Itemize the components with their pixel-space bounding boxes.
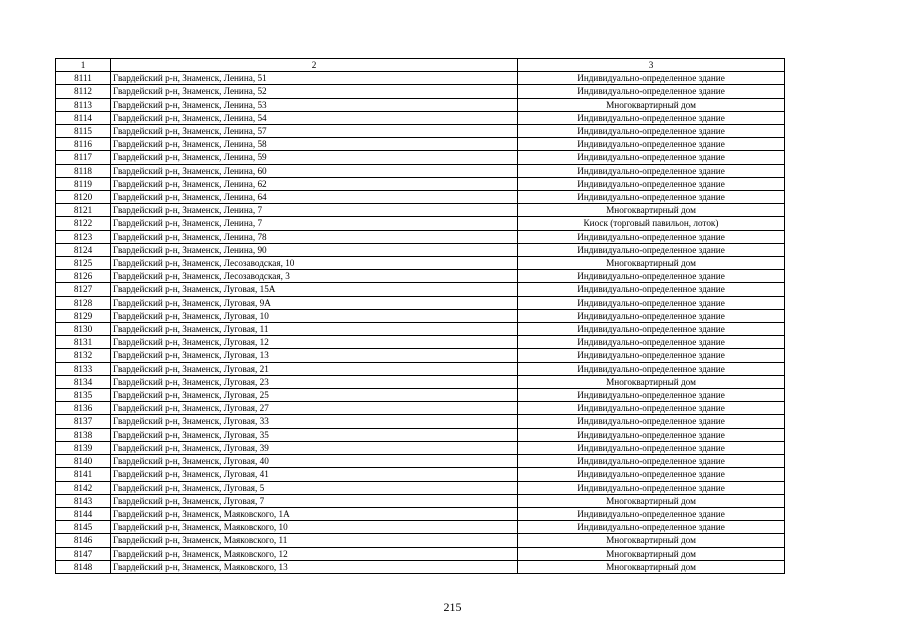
table-row [56, 362, 785, 375]
cell-number: 8128 [56, 296, 111, 309]
cell-number: 8141 [56, 468, 111, 481]
table-row [56, 494, 785, 507]
cell-object-type: Многоквартирный дом [518, 98, 785, 111]
cell-address: Гвардейский р-н, Знаменск, Ленина, 58 [111, 138, 518, 151]
table-row [56, 257, 785, 270]
cell-number: 8146 [56, 534, 111, 547]
cell-number: 8114 [56, 111, 111, 124]
cell-object-type: Индивидуально-определенное здание [518, 151, 785, 164]
cell-number: 8119 [56, 177, 111, 190]
cell-object-type: Индивидуально-определенное здание [518, 349, 785, 362]
cell-object-type: Индивидуально-определенное здание [518, 389, 785, 402]
cell-object-type: Индивидуально-определенное здание [518, 243, 785, 256]
cell-address: Гвардейский р-н, Знаменск, Луговая, 9А [111, 296, 518, 309]
cell-number: 8137 [56, 415, 111, 428]
table-row [56, 177, 785, 190]
page-number: 215 [443, 600, 462, 614]
cell-number: 8125 [56, 257, 111, 270]
table-row [56, 534, 785, 547]
cell-number: 8129 [56, 309, 111, 322]
table-row [56, 402, 785, 415]
cell-number: 8130 [56, 323, 111, 336]
cell-object-type: Многоквартирный дом [518, 560, 785, 573]
cell-number: 8140 [56, 455, 111, 468]
cell-object-type: Индивидуально-определенное здание [518, 441, 785, 454]
cell-address: Гвардейский р-н, Знаменск, Луговая, 35 [111, 428, 518, 441]
table-row [56, 283, 785, 296]
cell-address: Гвардейский р-н, Знаменск, Ленина, 7 [111, 204, 518, 217]
cell-number: 8112 [56, 85, 111, 98]
cell-number: 8138 [56, 428, 111, 441]
cell-address: Гвардейский р-н, Знаменск, Ленина, 53 [111, 98, 518, 111]
table-row [56, 349, 785, 362]
table-row [56, 323, 785, 336]
cell-object-type: Индивидуально-определенное здание [518, 125, 785, 138]
cell-object-type: Индивидуально-определенное здание [518, 85, 785, 98]
cell-object-type: Многоквартирный дом [518, 204, 785, 217]
cell-number: 8118 [56, 164, 111, 177]
cell-number: 8139 [56, 441, 111, 454]
cell-number: 8136 [56, 402, 111, 415]
table-header-row [56, 59, 785, 72]
cell-number: 8148 [56, 560, 111, 573]
cell-object-type: Индивидуально-определенное здание [518, 362, 785, 375]
cell-object-type: Индивидуально-определенное здание [518, 521, 785, 534]
table-row [56, 547, 785, 560]
cell-number: 8115 [56, 125, 111, 138]
cell-address: Гвардейский р-н, Знаменск, Луговая, 23 [111, 375, 518, 388]
cell-object-type: Индивидуально-определенное здание [518, 428, 785, 441]
header-cell-address: 2 [111, 59, 518, 72]
table-row [56, 560, 785, 573]
cell-address: Гвардейский р-н, Знаменск, Маяковского, 13 [111, 560, 518, 573]
cell-object-type: Индивидуально-определенное здание [518, 270, 785, 283]
cell-number: 8143 [56, 494, 111, 507]
header-cell-type: 3 [518, 59, 785, 72]
cell-number: 8117 [56, 151, 111, 164]
table-row [56, 428, 785, 441]
cell-number: 8144 [56, 507, 111, 520]
cell-address: Гвардейский р-н, Знаменск, Луговая, 11 [111, 323, 518, 336]
table-row [56, 72, 785, 85]
cell-object-type: Индивидуально-определенное здание [518, 230, 785, 243]
cell-address: Гвардейский р-н, Знаменск, Луговая, 41 [111, 468, 518, 481]
cell-number: 8122 [56, 217, 111, 230]
cell-number: 8147 [56, 547, 111, 560]
cell-number: 8127 [56, 283, 111, 296]
cell-address: Гвардейский р-н, Знаменск, Луговая, 33 [111, 415, 518, 428]
table-row [56, 468, 785, 481]
table-row [56, 164, 785, 177]
cell-number: 8123 [56, 230, 111, 243]
table-row [56, 309, 785, 322]
table-row [56, 441, 785, 454]
cell-address: Гвардейский р-н, Знаменск, Маяковского, 1А [111, 507, 518, 520]
cell-number: 8135 [56, 389, 111, 402]
cell-object-type: Многоквартирный дом [518, 375, 785, 388]
cell-number: 8113 [56, 98, 111, 111]
cell-address: Гвардейский р-н, Знаменск, Ленина, 52 [111, 85, 518, 98]
cell-object-type: Индивидуально-определенное здание [518, 177, 785, 190]
cell-object-type: Индивидуально-определенное здание [518, 111, 785, 124]
cell-object-type: Индивидуально-определенное здание [518, 72, 785, 85]
cell-object-type: Многоквартирный дом [518, 534, 785, 547]
table-row [56, 230, 785, 243]
table-row [56, 191, 785, 204]
cell-address: Гвардейский р-н, Знаменск, Ленина, 51 [111, 72, 518, 85]
cell-object-type: Индивидуально-определенное здание [518, 164, 785, 177]
cell-number: 8131 [56, 336, 111, 349]
registry-table [55, 58, 785, 574]
cell-address: Гвардейский р-н, Знаменск, Ленина, 59 [111, 151, 518, 164]
cell-address: Гвардейский р-н, Знаменск, Луговая, 10 [111, 309, 518, 322]
table-row [56, 85, 785, 98]
cell-address: Гвардейский р-н, Знаменск, Луговая, 13 [111, 349, 518, 362]
cell-number: 8111 [56, 72, 111, 85]
table-row [56, 270, 785, 283]
cell-object-type: Индивидуально-определенное здание [518, 402, 785, 415]
cell-object-type: Киоск (торговый павильон, лоток) [518, 217, 785, 230]
cell-address: Гвардейский р-н, Знаменск, Ленина, 62 [111, 177, 518, 190]
table-row [56, 98, 785, 111]
table-row [56, 204, 785, 217]
cell-object-type: Индивидуально-определенное здание [518, 138, 785, 151]
cell-address: Гвардейский р-н, Знаменск, Ленина, 60 [111, 164, 518, 177]
header-cell-number: 1 [56, 59, 111, 72]
cell-address: Гвардейский р-н, Знаменск, Луговая, 39 [111, 441, 518, 454]
cell-address: Гвардейский р-н, Знаменск, Луговая, 15А [111, 283, 518, 296]
cell-number: 8120 [56, 191, 111, 204]
table-row [56, 138, 785, 151]
cell-address: Гвардейский р-н, Знаменск, Луговая, 27 [111, 402, 518, 415]
cell-address: Гвардейский р-н, Знаменск, Маяковского, 10 [111, 521, 518, 534]
cell-number: 8116 [56, 138, 111, 151]
cell-number: 8142 [56, 481, 111, 494]
table-row [56, 389, 785, 402]
cell-object-type: Индивидуально-определенное здание [518, 296, 785, 309]
cell-address: Гвардейский р-н, Знаменск, Ленина, 64 [111, 191, 518, 204]
cell-object-type: Индивидуально-определенное здание [518, 455, 785, 468]
cell-object-type: Индивидуально-определенное здание [518, 191, 785, 204]
cell-object-type: Многоквартирный дом [518, 494, 785, 507]
table-row [56, 415, 785, 428]
cell-address: Гвардейский р-н, Знаменск, Ленина, 78 [111, 230, 518, 243]
cell-address: Гвардейский р-н, Знаменск, Лесозаводская, 10 [111, 257, 518, 270]
cell-object-type: Индивидуально-определенное здание [518, 415, 785, 428]
cell-address: Гвардейский р-н, Знаменск, Луговая, 5 [111, 481, 518, 494]
cell-address: Гвардейский р-н, Знаменск, Ленина, 57 [111, 125, 518, 138]
cell-object-type: Индивидуально-определенное здание [518, 283, 785, 296]
table-row [56, 507, 785, 520]
cell-address: Гвардейский р-н, Знаменск, Ленина, 7 [111, 217, 518, 230]
table-row [56, 481, 785, 494]
table-row [56, 336, 785, 349]
cell-address: Гвардейский р-н, Знаменск, Луговая, 25 [111, 389, 518, 402]
cell-object-type: Индивидуально-определенное здание [518, 309, 785, 322]
table-row [56, 125, 785, 138]
cell-object-type: Многоквартирный дом [518, 547, 785, 560]
cell-object-type: Индивидуально-определенное здание [518, 507, 785, 520]
cell-number: 8133 [56, 362, 111, 375]
table-row [56, 521, 785, 534]
table-row [56, 455, 785, 468]
cell-number: 8145 [56, 521, 111, 534]
cell-address: Гвардейский р-н, Знаменск, Ленина, 90 [111, 243, 518, 256]
table-row [56, 217, 785, 230]
cell-object-type: Многоквартирный дом [518, 257, 785, 270]
cell-object-type: Индивидуально-определенное здание [518, 323, 785, 336]
cell-object-type: Индивидуально-определенное здание [518, 468, 785, 481]
cell-number: 8134 [56, 375, 111, 388]
table-row [56, 296, 785, 309]
cell-address: Гвардейский р-н, Знаменск, Ленина, 54 [111, 111, 518, 124]
cell-address: Гвардейский р-н, Знаменск, Луговая, 7 [111, 494, 518, 507]
cell-number: 8126 [56, 270, 111, 283]
registry-table-body [56, 59, 785, 574]
cell-address: Гвардейский р-н, Знаменск, Луговая, 21 [111, 362, 518, 375]
cell-object-type: Индивидуально-определенное здание [518, 481, 785, 494]
table-row [56, 243, 785, 256]
cell-object-type: Индивидуально-определенное здание [518, 336, 785, 349]
cell-number: 8132 [56, 349, 111, 362]
cell-address: Гвардейский р-н, Знаменск, Луговая, 40 [111, 455, 518, 468]
cell-number: 8121 [56, 204, 111, 217]
cell-address: Гвардейский р-н, Знаменск, Лесозаводская, 3 [111, 270, 518, 283]
table-row [56, 111, 785, 124]
cell-number: 8124 [56, 243, 111, 256]
table-row [56, 375, 785, 388]
table-row [56, 151, 785, 164]
cell-address: Гвардейский р-н, Знаменск, Маяковского, 12 [111, 547, 518, 560]
cell-address: Гвардейский р-н, Знаменск, Маяковского, 11 [111, 534, 518, 547]
cell-address: Гвардейский р-н, Знаменск, Луговая, 12 [111, 336, 518, 349]
